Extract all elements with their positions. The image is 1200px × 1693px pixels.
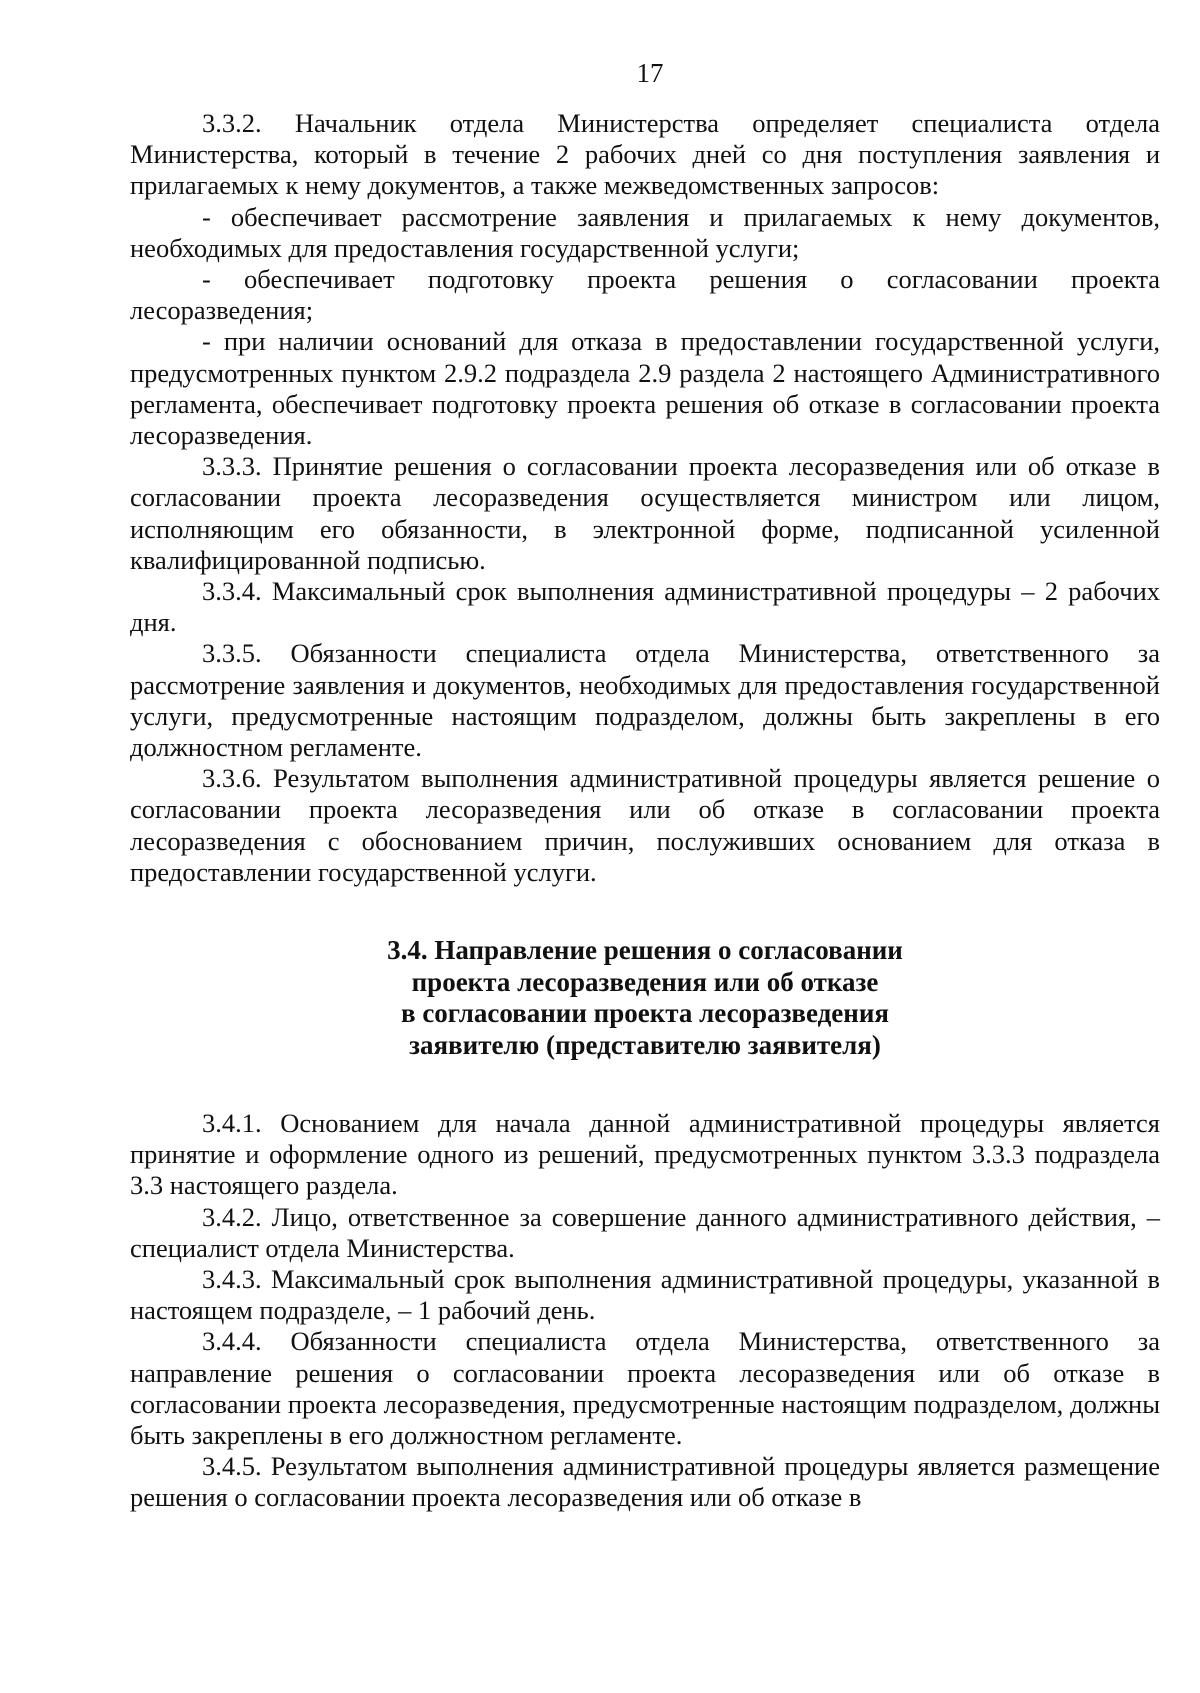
- list-item: - обеспечивает рассмотрение заявления и прилагаемых к нему документов, необходимых для предоставления государственной услуги;: [130, 201, 1160, 263]
- heading-line: проекта лесоразведения или об отказе: [411, 966, 879, 997]
- paragraph-3-3-4: 3.3.4. Максимальный срок выполнения административной процедуры – 2 рабочих дня.: [130, 576, 1160, 638]
- paragraph-3-3-5: 3.3.5. Обязанности специалиста отдела Министерства, ответственного за рассмотрение заявления и документов, необходимых для предоставления государственной услуги, предусмотренные настоящим подразделом, должны быть закреплены в его должностном регламенте.: [130, 638, 1160, 763]
- page-number: 17: [636, 58, 664, 88]
- paragraph-3-4-4: 3.4.4. Обязанности специалиста отдела Министерства, ответственного за направление решения о согласовании проекта лесоразведения или об отказе в согласовании проекта лесоразведения, предусмотренные настоящим подразделом, должны быть закреплены в его должностном регламенте.: [130, 1326, 1160, 1451]
- paragraph-3-3-3: 3.3.3. Принятие решения о согласовании проекта лесоразведения или об отказе в согласовании проекта лесоразведения осуществляется министром или лицом, исполняющим его обязанности, в электронной форме, подписанной усиленной квалифицированной подписью.: [130, 451, 1160, 575]
- paragraph-3-4-2: 3.4.2. Лицо, ответственное за совершение данного административного действия, – специалист отдела Министерства.: [130, 1201, 1160, 1263]
- paragraph-3-4-3: 3.4.3. Максимальный срок выполнения административной процедуры, указанной в настоящем подразделе, – 1 рабочий день.: [130, 1264, 1160, 1326]
- paragraph-3-3-6: 3.3.6. Результатом выполнения административной процедуры является решение о согласовании проекта лесоразведения или об отказе в согласовании проекта лесоразведения с обоснованием причин, послуживших основанием для отказа в предоставлении государственной услуги.: [130, 763, 1160, 887]
- heading-line: в согласовании проекта лесоразведения: [400, 998, 889, 1028]
- section-3-4-body: [130, 1108, 1160, 1514]
- paragraph-3-4-5: 3.4.5. Результатом выполнения административной процедуры является размещение решения о согласовании проекта лесоразведения или об отказе в: [130, 1451, 1160, 1513]
- paragraph-3-4-1: 3.4.1. Основанием для начала данной административной процедуры является принятие и оформление одного из решений, предусмотренных пунктом 3.3.3 подраздела 3.3 настоящего раздела.: [130, 1108, 1160, 1201]
- section-3-4-heading: [130, 935, 1160, 1061]
- heading-line: заявителю (представителю заявителя): [409, 1029, 881, 1060]
- section-3-3-body: [130, 108, 1160, 888]
- paragraph-3-3-2: 3.3.2. Начальник отдела Министерства определяет специалиста отдела Министерства, который в течение 2 рабочих дней со дня поступления заявления и прилагаемых к нему документов, а также межведомственных запросов:: [130, 108, 1160, 201]
- list-item: - при наличии оснований для отказа в предоставлении государственной услуги, предусмотренных пунктом 2.9.2 подраздела 2.9 раздела 2 настоящего Административного регламента, обеспечивает подготовку проекта решения об отказе в согласовании проекта лесоразведения.: [130, 326, 1160, 451]
- list-item: - обеспечивает подготовку проекта решения о согласовании проекта лесоразведения;: [130, 264, 1160, 326]
- heading-line: 3.4. Направление решения о согласовании: [387, 935, 903, 965]
